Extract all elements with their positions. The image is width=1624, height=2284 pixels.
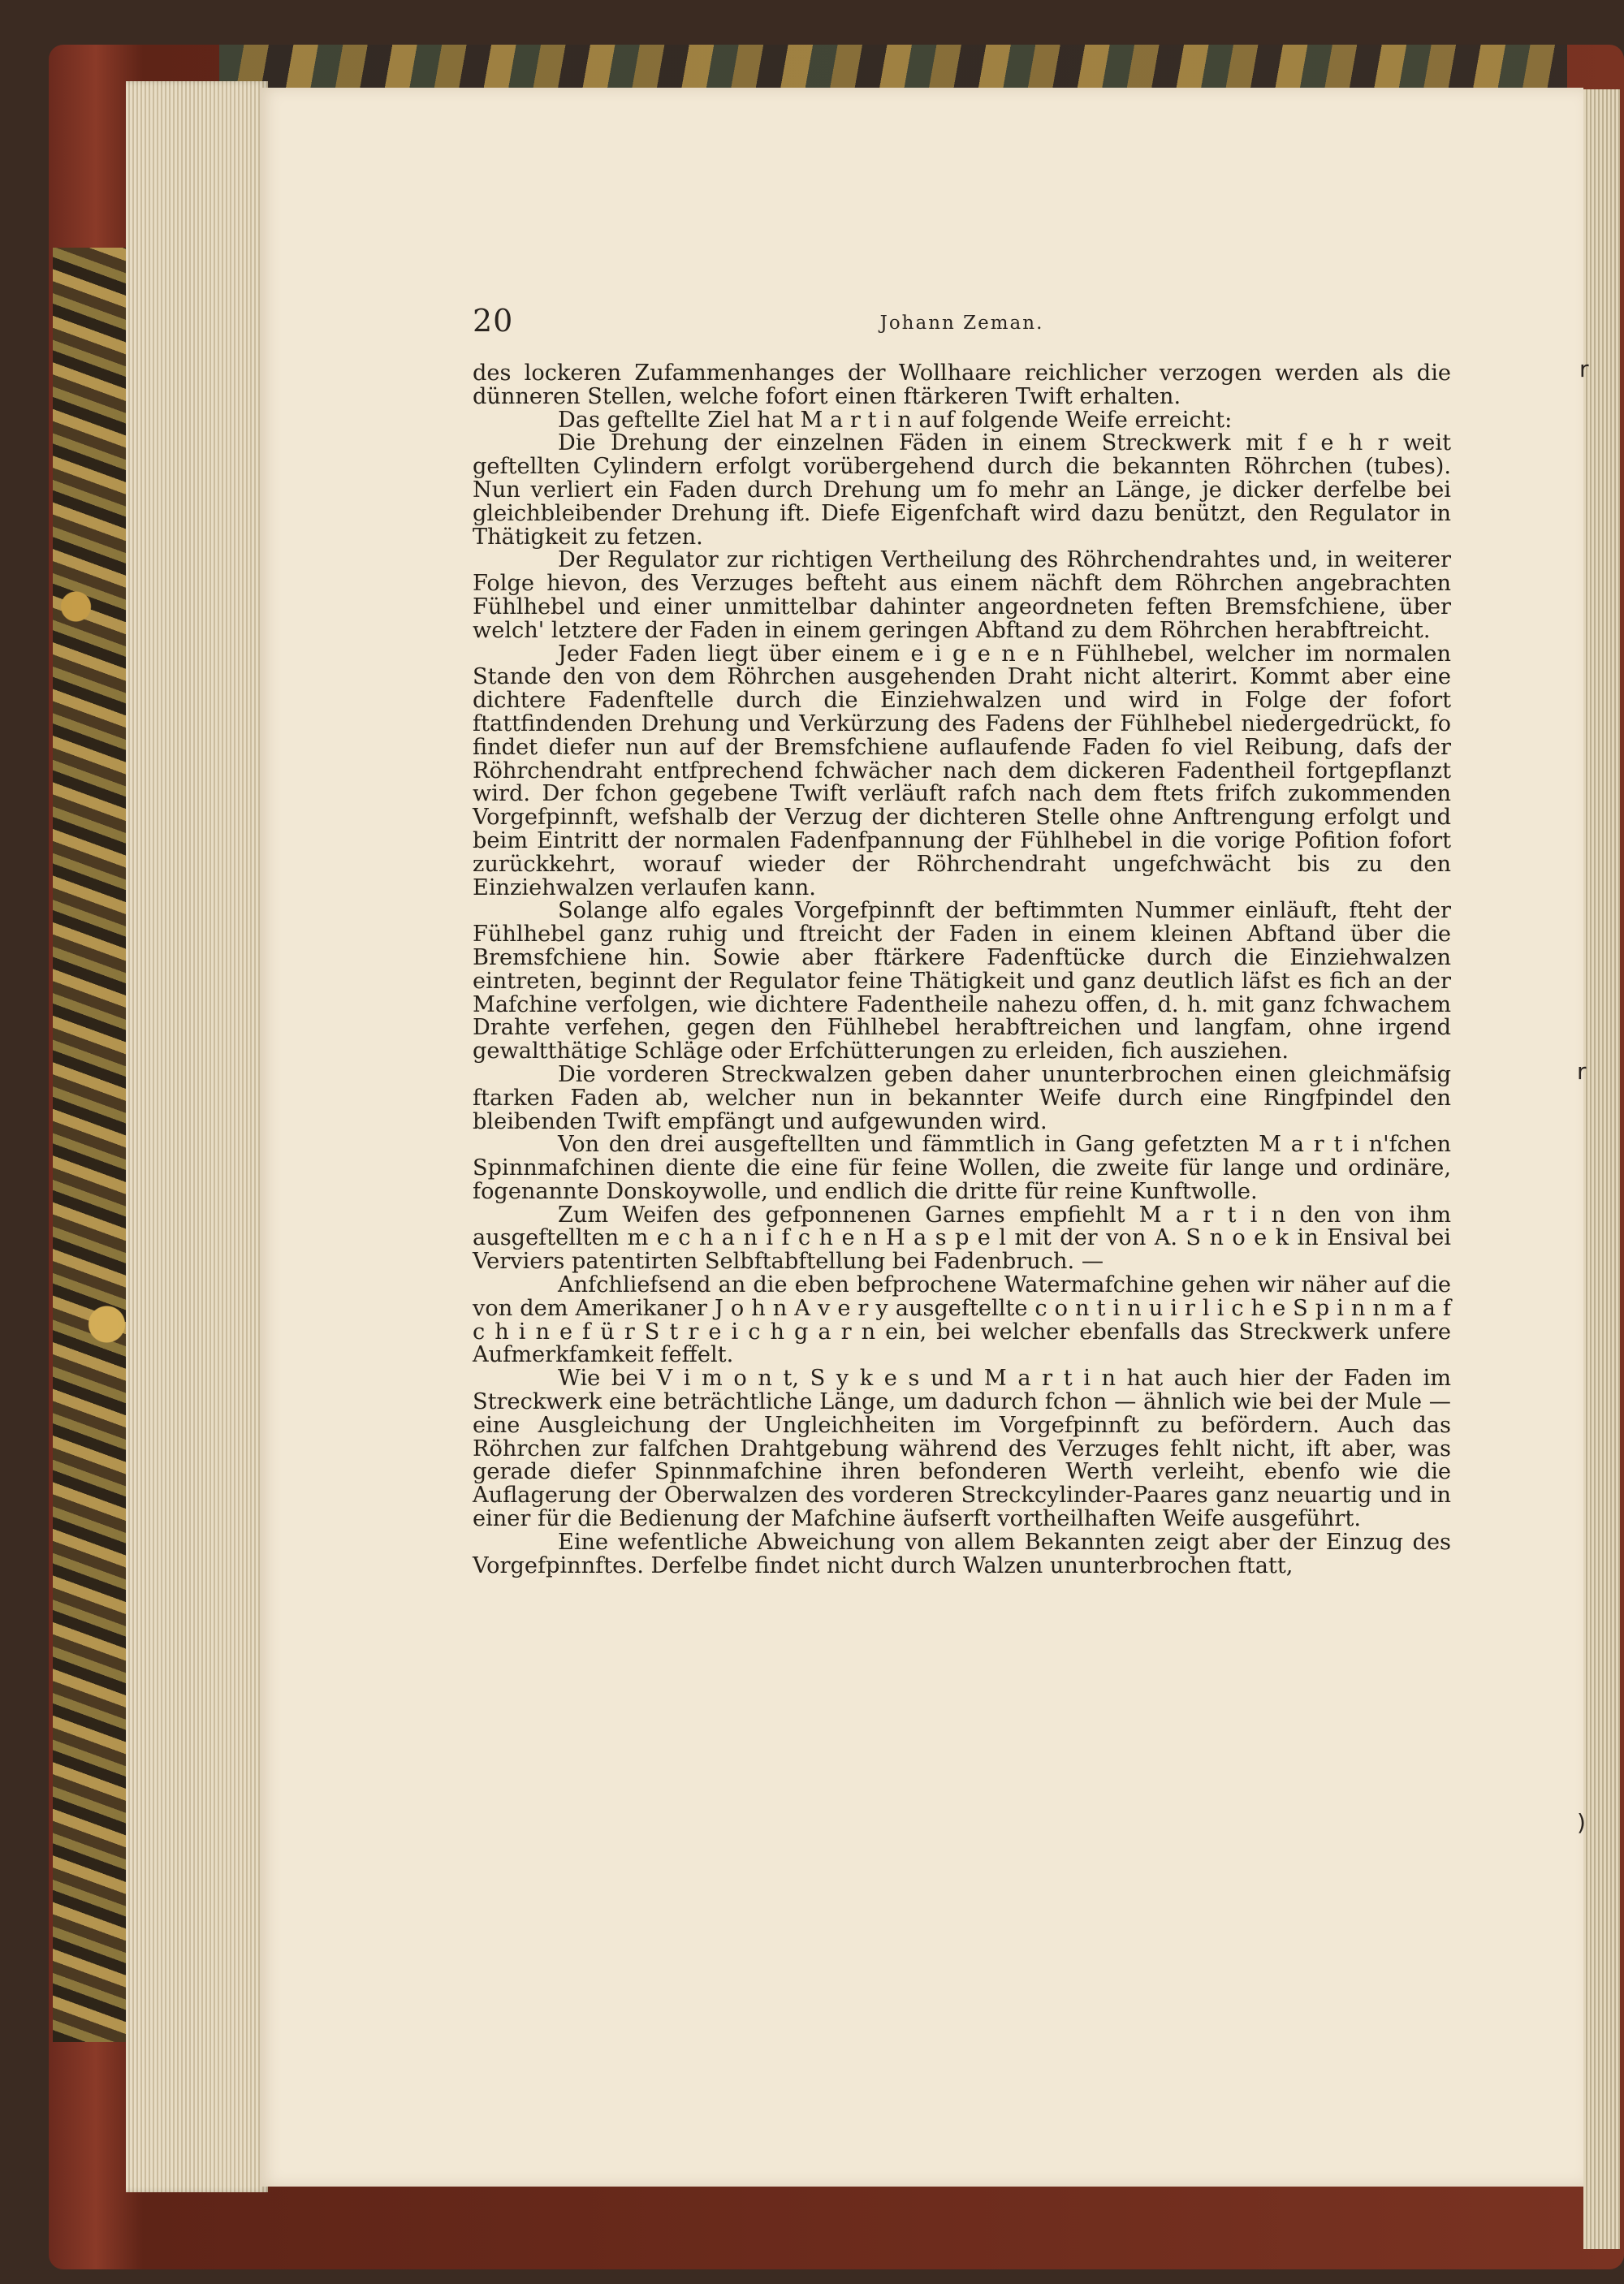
page-number: 20 <box>473 303 514 339</box>
paragraph: Der Regulator zur richtigen Vertheilung des Röhrchendrahtes und, in weiterer Folge hievon, des Verzuges befteht aus einem nächft dem Röhrchen angebrachten Fühlhebel und einer unmittelbar dahinter angeordneten feften Bremsfchiene, über welch' letztere der Faden in einem geringen Abftand zu dem Röhrchen herabftreicht. <box>473 547 1451 643</box>
page-header <box>473 303 1451 352</box>
running-head: Johann Zeman. <box>879 313 1044 334</box>
paragraph: Das geftellte Ziel hat M a r t i n auf folgende Weife erreicht: <box>558 407 1233 433</box>
paragraph: Anfchliefsend an die eben befprochene Watermafchine gehen wir näher auf die von dem Amerikaner J o h n A v e r y ausgeftellte c o n t i n u i r l i c h e S p i n n m a f c h i n e f ü r S t r e i c h g a r n ein, bei welcher ebenfalls das Streckwerk unfere Aufmerkfamkeit feffelt. <box>473 1272 1451 1368</box>
paragraph: Solange alfo egales Vorgefpinnft der beftimmten Nummer einläuft, fteht der Fühlhebel ganz ruhig und ftreicht der Faden in einem kleinen Abftand über die Bremsfchiene hin. Sowie aber ftärkere Fadenftücke durch die Einziehwalzen eintreten, beginnt der Regulator feine Thätigkeit und ganz deutlich läfst es fich an der Mafchine verfolgen, wie dichtere Fadentheile nahezu offen, d. h. mit ganz fchwachem Drahte verfehen, gegen den Fühlhebel herabftreichen und langfam, ohne irgend gewaltthätige Schläge oder Erfchütterungen zu erleiden, fich ausziehen. <box>473 898 1451 1064</box>
body-text <box>473 362 1451 1578</box>
paragraph: Eine wefentliche Abweichung von allem Bekannten zeigt aber der Einzug des Vorgefpinnftes. Derfelbe findet nicht durch Walzen ununterbrochen ftatt, <box>473 1529 1451 1578</box>
margin-mark: ) <box>1577 1809 1586 1836</box>
paragraph: Wie bei V i m o n t, S y k e s und M a r t i n hat auch hier der Faden im Streckwerk eine beträchtliche Länge, um dadurch fchon — ähnlich wie bei der Mule — eine Ausgleichung der Ungleichheiten im Vorgefpinnft zu befördern. Auch das Röhrchen zur falfchen Drahtgebung während des Verzuges fehlt nicht, ift aber, was gerade diefer Spinnmafchine ihren befonderen Werth verleiht, ebenfo wie die Auflagerung der Oberwalzen des vorderen Streckcylinder-Paares ganz neuartig und in einer für die Bedienung der Mafchine äufserft vortheilhaften Weife ausgeführt. <box>473 1366 1451 1532</box>
margin-mark: r <box>1579 356 1589 382</box>
marbled-spine <box>53 248 130 2042</box>
paragraph: Von den drei ausgeftellten und fämmtlich in Gang gefetzten M a r t i n'fchen Spinnmafchinen diente die eine für feine Wollen, die zweite für lange und ordinäre, fogenannte Donskoywolle, und endlich die dritte für reine Kunftwolle. <box>473 1132 1451 1204</box>
paragraph: Zum Weifen des gefponnenen Garnes empfiehlt M a r t i n den von ihm ausgeftellten m e c h a n i f c h e n H a s p e l mit der von A. S n o e k in Ensival bei Verviers patentirten Selbftabftellung bei Fadenbruch. — <box>473 1202 1451 1275</box>
margin-mark: r <box>1577 1058 1587 1085</box>
page-edges-left <box>126 81 268 2192</box>
book-page <box>260 88 1589 2187</box>
paragraph: Jeder Faden liegt über einem e i g e n e n Fühlhebel, welcher im normalen Stande den von dem Röhrchen ausgehenden Draht nicht alterirt. Kommt aber eine dichtere Fadenftelle durch die Einziehwalzen und wird in Folge der fofort ftattfindenden Drehung und Verkürzung des Fadens der Fühlhebel niedergedrückt, fo findet diefer nun auf der Bremsfchiene auflaufende Faden fo viel Reibung, dafs der Röhrchendraht entfprechend fchwächer nach dem dickeren Fadentheil fortgepflanzt wird. Der fchon gegebene Twift verläuft rafch nach dem ftets frifch zukommenden Vorgefpinnft, wefshalb der Verzug der dichteren Stelle ohne Anftrengung erfolgt und beim Eintritt der normalen Fadenfpannung der Fühlhebel in die vorige Pofition fofort zurückkehrt, worauf wieder der Röhrchendraht ungefchwächt bis zu den Einziehwalzen verlaufen kann. <box>473 641 1451 900</box>
paragraph: des lockeren Zufammenhanges der Wollhaare reichlicher verzogen werden als die dünneren Stellen, welche fofort einen ftärkeren Twift erhalten. <box>473 361 1451 409</box>
page-edges-right <box>1583 89 1620 2249</box>
marbled-top-edge <box>219 45 1567 89</box>
paragraph: Die Drehung der einzelnen Fäden in einem Streckwerk mit f e h r weit geftellten Cylindern erfolgt vorübergehend durch die bekannten Röhrchen (tubes). Nun verliert ein Faden durch Drehung um fo mehr an Länge, je dicker derfelbe bei gleichbleibender Drehung ift. Diefe Eigenfchaft wird dazu benützt, den Regulator in Thätigkeit zu fetzen. <box>473 430 1451 550</box>
paragraph: Die vorderen Streckwalzen geben daher ununterbrochen einen gleichmäfsig ftarken Faden ab, welcher nun in bekannter Weife durch eine Ringfpindel den bleibenden Twift empfängt und aufgewunden wird. <box>473 1061 1451 1134</box>
